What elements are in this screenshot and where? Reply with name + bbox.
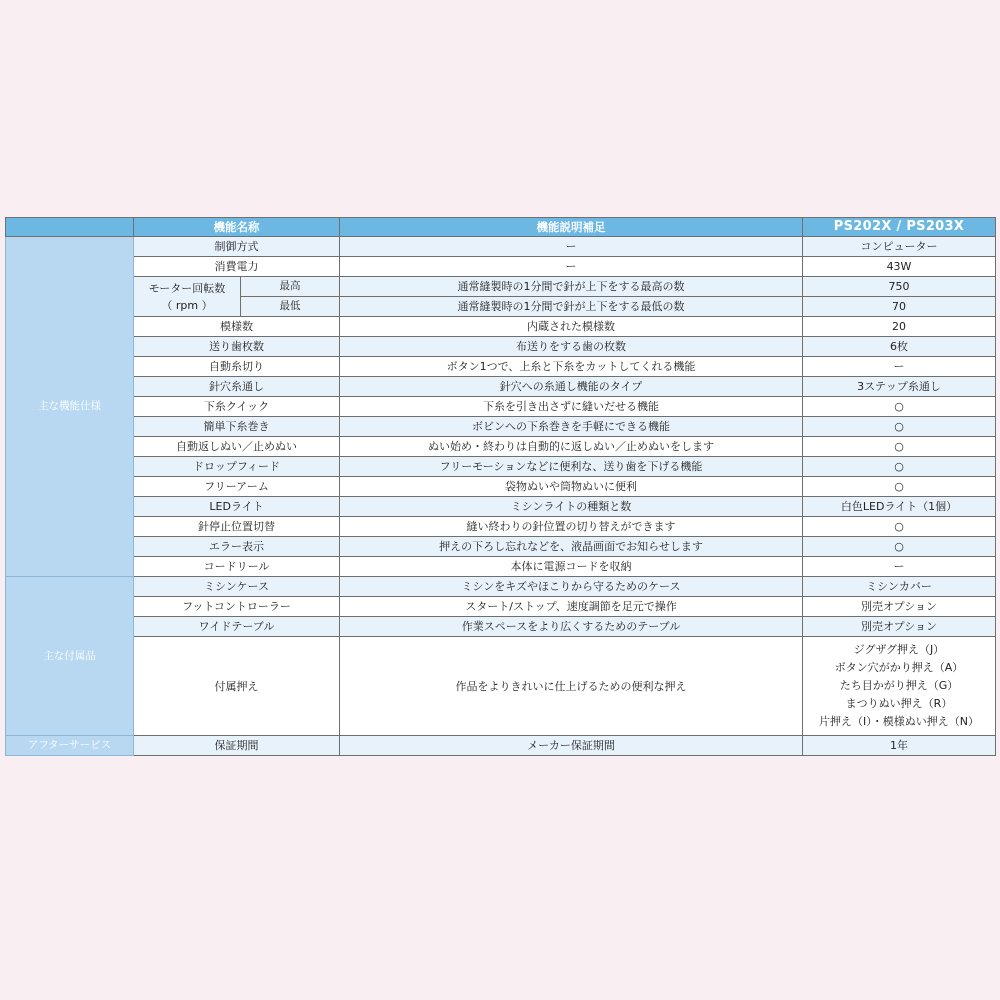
- feature-value: ○: [803, 437, 996, 457]
- feature-desc: スタート/ストップ、速度調節を足元で操作: [340, 597, 803, 617]
- feature-desc: 下糸を引き出さずに縫いだせる機能: [340, 397, 803, 417]
- row-case: [6, 577, 996, 597]
- feature-desc: ミシンライトの種類と数: [340, 497, 803, 517]
- row-easy-winding: [6, 417, 996, 437]
- header-feature: 機能名称: [134, 218, 340, 237]
- feature-desc: 針穴への糸通し機能のタイプ: [340, 377, 803, 397]
- feature-name: ワイドテーブル: [134, 617, 340, 637]
- row-quick-bobbin: [6, 397, 996, 417]
- feature-value: 6枚: [803, 337, 996, 357]
- feature-value: 20: [803, 317, 996, 337]
- motor-name-cell: [134, 277, 241, 317]
- feature-desc: 通常縫製時の1分間で針が上下をする最低の数: [340, 297, 803, 317]
- feature-value: 1年: [803, 736, 996, 756]
- presser-feet-list: [803, 637, 996, 736]
- feature-name: 自動糸切り: [134, 357, 340, 377]
- feature-name: 模様数: [134, 317, 340, 337]
- feature-name: ドロップフィード: [134, 457, 340, 477]
- motor-max-label: 最高: [241, 277, 340, 297]
- row-foot-controller: [6, 597, 996, 617]
- feature-desc: 縫い終わりの針位置の切り替えができます: [340, 517, 803, 537]
- group-main-specs: 主な機能仕様: [6, 237, 134, 577]
- feature-name: フリーアーム: [134, 477, 340, 497]
- feature-value: 43W: [803, 257, 996, 277]
- row-warranty: [6, 736, 996, 756]
- header-row: [6, 218, 996, 237]
- feature-desc: ミシンをキズやほこりから守るためのケース: [340, 577, 803, 597]
- feature-value: ○: [803, 477, 996, 497]
- feature-desc: ー: [340, 257, 803, 277]
- feature-desc: 作品をよりきれいに仕上げるための便利な押え: [340, 637, 803, 736]
- feature-desc: ぬい始め・終わりは自動的に返しぬい／止めぬいをします: [340, 437, 803, 457]
- feature-value: ミシンカバー: [803, 577, 996, 597]
- feature-desc: 押えの下ろし忘れなどを、液晶画面でお知らせします: [340, 537, 803, 557]
- row-auto-reverse: [6, 437, 996, 457]
- feature-name: ミシンケース: [134, 577, 340, 597]
- feature-value: 750: [803, 277, 996, 297]
- row-power: [6, 257, 996, 277]
- feature-value: ○: [803, 417, 996, 437]
- feature-name: LEDライト: [134, 497, 340, 517]
- row-presser-feet: [6, 637, 996, 736]
- feature-name: 消費電力: [134, 257, 340, 277]
- feature-name: 針穴糸通し: [134, 377, 340, 397]
- feature-value: ○: [803, 517, 996, 537]
- feature-desc: フリーモーションなどに便利な、送り歯を下げる機能: [340, 457, 803, 477]
- row-feed-dogs: [6, 337, 996, 357]
- row-error: [6, 537, 996, 557]
- feature-value: 別売オプション: [803, 597, 996, 617]
- feature-name: 制御方式: [134, 237, 340, 257]
- motor-unit: （ rpm ）: [161, 298, 213, 312]
- row-led: [6, 497, 996, 517]
- row-free-arm: [6, 477, 996, 497]
- feature-desc: ー: [340, 237, 803, 257]
- feature-desc: 作業スペースをより広くするためのテーブル: [340, 617, 803, 637]
- feature-name: エラー表示: [134, 537, 340, 557]
- feature-name: 付属押え: [134, 637, 340, 736]
- row-cord-reel: [6, 557, 996, 577]
- header-model: PS202X / PS203X: [803, 218, 996, 237]
- feature-value: コンピューター: [803, 237, 996, 257]
- feature-desc: ボビンへの下糸巻きを手軽にできる機能: [340, 417, 803, 437]
- feature-name: 自動返しぬい／止めぬい: [134, 437, 340, 457]
- feature-name: 下糸クイック: [134, 397, 340, 417]
- row-auto-cut: [6, 357, 996, 377]
- feature-name: コードリール: [134, 557, 340, 577]
- group-accessories: 主な付属品: [6, 577, 134, 736]
- presser-foot-item: まつりぬい押え（R）: [845, 697, 953, 710]
- row-control: [6, 237, 996, 257]
- group-after-service: アフターサービス: [6, 736, 134, 756]
- feature-value: 別売オプション: [803, 617, 996, 637]
- feature-value: 70: [803, 297, 996, 317]
- feature-value: ○: [803, 397, 996, 417]
- presser-foot-item: たち目かがり押え（G）: [839, 679, 959, 692]
- feature-value: ○: [803, 457, 996, 477]
- row-needle-stop: [6, 517, 996, 537]
- row-wide-table: [6, 617, 996, 637]
- presser-foot-item: 片押え（I）・模様ぬい押え（N）: [819, 715, 979, 728]
- feature-value: ○: [803, 537, 996, 557]
- header-category: [6, 218, 134, 237]
- motor-name: モーター回転数: [148, 281, 226, 295]
- feature-value: 白色LEDライト（1個）: [803, 497, 996, 517]
- feature-name: 簡単下糸巻き: [134, 417, 340, 437]
- feature-desc: 通常縫製時の1分間で針が上下をする最高の数: [340, 277, 803, 297]
- feature-value: 3ステップ糸通し: [803, 377, 996, 397]
- feature-desc: 内蔵された模様数: [340, 317, 803, 337]
- motor-min-label: 最低: [241, 297, 340, 317]
- row-threader: [6, 377, 996, 397]
- feature-name: 針停止位置切替: [134, 517, 340, 537]
- feature-desc: 布送りをする歯の枚数: [340, 337, 803, 357]
- row-drop-feed: [6, 457, 996, 477]
- feature-desc: ボタン1つで、上糸と下糸をカットしてくれる機能: [340, 357, 803, 377]
- feature-value: ー: [803, 557, 996, 577]
- spec-table: [5, 217, 996, 756]
- row-patterns: [6, 317, 996, 337]
- feature-name: 保証期間: [134, 736, 340, 756]
- feature-name: フットコントローラー: [134, 597, 340, 617]
- feature-desc: 袋物ぬいや筒物ぬいに便利: [340, 477, 803, 497]
- presser-foot-item: ジグザグ押え（J）: [853, 643, 945, 656]
- feature-desc: メーカー保証期間: [340, 736, 803, 756]
- header-description: 機能説明補足: [340, 218, 803, 237]
- presser-foot-item: ボタン穴がかり押え（A）: [834, 661, 964, 674]
- row-motor-max: [6, 277, 996, 297]
- feature-value: ー: [803, 357, 996, 377]
- feature-desc: 本体に電源コードを収納: [340, 557, 803, 577]
- feature-name: 送り歯枚数: [134, 337, 340, 357]
